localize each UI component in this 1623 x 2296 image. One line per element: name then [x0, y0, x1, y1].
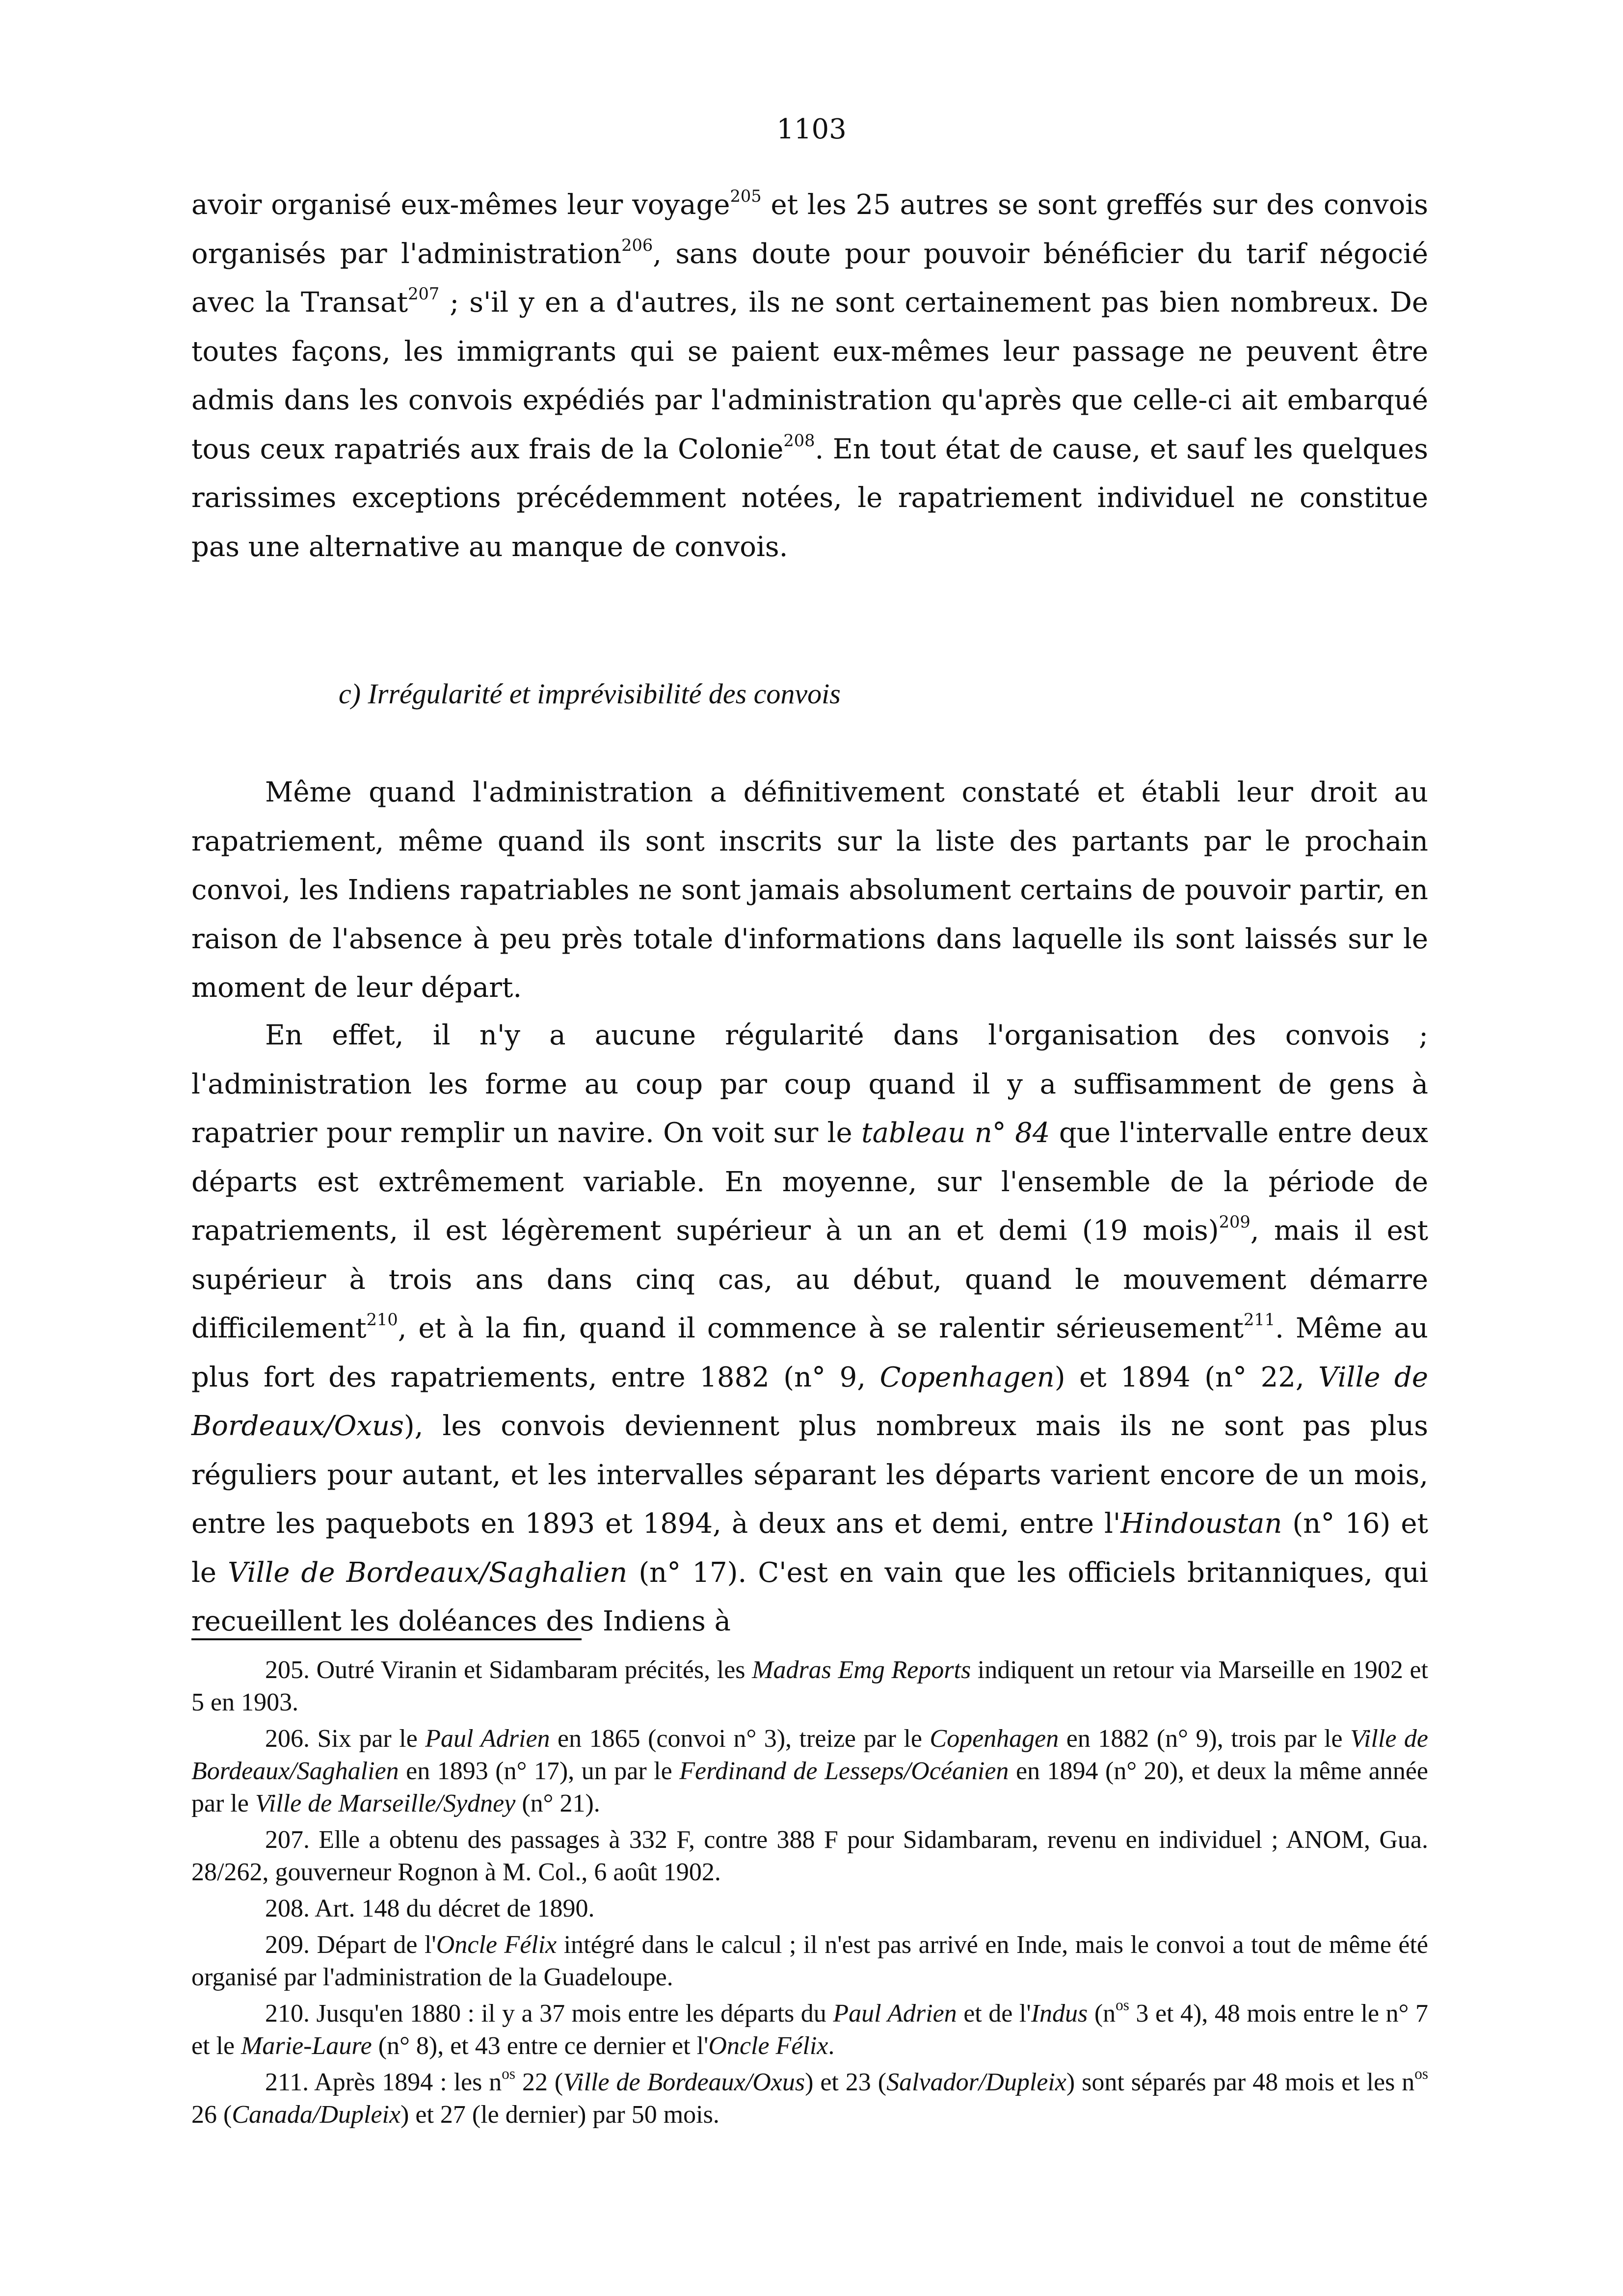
- italic-text: Hindoustan: [1120, 1508, 1282, 1540]
- italic-text: Paul Adrien: [833, 2000, 957, 2028]
- body-paragraph-2: [191, 1011, 1428, 1646]
- italic-text: Copenhagen: [930, 1725, 1059, 1753]
- italic-text: Ville de Bordeaux/Oxus: [191, 1361, 1428, 1442]
- italic-text: Marie-Laure: [241, 2032, 372, 2060]
- italic-text: Madras Emg Reports: [752, 1656, 971, 1684]
- italic-text: Oncle Félix: [436, 1931, 557, 1959]
- superscript: 205: [730, 186, 762, 206]
- paragraph-text: Même quand l'administration a définitivement constaté et établi leur droit au rapatriement, même quand ils sont inscrits sur la liste des partants par le prochain convoi, les Indiens rapatriables ne sont jamais absolument certains de pouvoir partir, en raison de l'absence à peu près totale d'informations dans laquelle ils sont laissés sur le moment de leur départ.: [191, 776, 1428, 1004]
- footnote-208: 208. Art. 148 du décret de 1890.: [265, 1895, 595, 1922]
- footnote-206: 206. Six par le Paul Adrien en 1865 (convoi n° 3), treize par le Copenhagen en 1882 (n° 9), trois par le Ville de Bordeaux/Saghalien en 1893 (n° 17), un par le Ferdinand de Lesseps/Océanien en 1894 (n° 20), et deux la même année par le Ville de Marseille/Sydney (n° 21).: [191, 1725, 1429, 1817]
- italic-text: Canada/Dupleix: [232, 2101, 401, 2129]
- superscript: 208: [783, 430, 815, 450]
- italic-text: Ville de Bordeaux/Oxus: [563, 2068, 805, 2096]
- footnote-separator: [191, 1638, 582, 1640]
- footnote-211: 211. Après 1894 : les $n^{os}$ 22 (Ville de Bordeaux/Oxus) et 23 (Salvador/Dupleix) sont séparés par 48 mois et les $n^{os}$ 26 (Canada/Dupleix) et 27 (le dernier) par 50 mois.: [191, 2065, 1428, 2129]
- paragraph-text: En effet, il n'y a aucune régularité dans l'organisation des convois ; l'administration les forme au coup par coup quand il y a suffisamment de gens à rapatrier pour remplir un navire. On voit sur le tableau n° 84 que l'intervalle entre deux départs est extrêmement variable. En moyenne, sur l'ensemble de la période de rapatriements, il est légèrement supérieur à un an et demi (19 mois)$^{209}$, mais il est supérieur à trois ans dans cinq cas, au début, quand le mouvement démarre difficilement$^{210}$, et à la fin, quand il commence à se ralentir sérieusement$^{211}$. Même au plus fort des rapatriements, entre 1882 (n° 9, Copenhagen) et 1894 (n° 22, Ville de Bordeaux/Oxus), les convois deviennent plus nombreux mais ils ne sont pas plus réguliers pour autant, et les intervalles séparant les départs varient encore de un mois, entre les paquebots en 1893 et 1894, à deux ans et demi, entre l'Hindoustan (n° 16) et le Ville de Bordeaux/Saghalien (n° 17). C'est en vain que les officiels britanniques, qui recueillent les doléances des Indiens à: [191, 1019, 1428, 1637]
- body-paragraph-1: [191, 768, 1428, 1013]
- italic-text: Indus: [1031, 2000, 1088, 2028]
- superscript: os: [1414, 2065, 1428, 2082]
- superscript: 211: [1243, 1309, 1276, 1329]
- body-paragraph-continued: [191, 181, 1428, 571]
- italic-text: Paul Adrien: [425, 1725, 550, 1753]
- italic-text: Ville de Bordeaux/Saghalien: [228, 1556, 628, 1589]
- superscript: os: [1116, 1996, 1129, 2014]
- italic-text: tableau n° 84: [861, 1117, 1050, 1149]
- footnote-207: 207. Elle a obtenu des passages à 332 F, contre 388 F pour Sidambaram, revenu en individuel ; ANOM, Gua. 28/262, gouverneur Rognon à M. Col., 6 août 1902.: [191, 1826, 1428, 1886]
- footnote-205: 205. Outré Viranin et Sidambaram précités, les Madras Emg Reports indiquent un retour via Marseille en 1902 et 5 en 1903.: [191, 1656, 1429, 1716]
- italic-text: Ville de Marseille/Sydney: [255, 1789, 516, 1817]
- superscript: 209: [1219, 1212, 1251, 1231]
- paragraph-text: avoir organisé eux-mêmes leur voyage$^{205}$ et les 25 autres se sont greffés sur des convois organisés par l'administration$^{206}$, sans doute pour pouvoir bénéficier du tarif négocié avec la Transat$^{207}$ ; s'il y en a d'autres, ils ne sont certainement pas bien nombreux. De toutes façons, les immigrants qui se paient eux-mêmes leur passage ne peuvent être admis dans les convois expédiés par l'administration qu'après que celle-ci ait embarqué tous ceux rapatriés aux frais de la Colonie$^{208}$. En tout état de cause, et sauf les quelques rarissimes exceptions précédemment notées, le rapatriement individuel ne constitue pas une alternative au manque de convois.: [191, 186, 1428, 563]
- footnotes: [191, 1654, 1428, 2135]
- italic-text: Copenhagen: [879, 1361, 1055, 1393]
- italic-text: Oncle Félix: [708, 2032, 828, 2060]
- italic-text: Salvador/Dupleix: [886, 2068, 1066, 2096]
- footnote-209: 209. Départ de l'Oncle Félix intégré dans le calcul ; il n'est pas arrivé en Inde, mais le convoi a tout de même été organisé par l'administration de la Guadeloupe.: [191, 1931, 1429, 1991]
- page-number: 1103: [776, 113, 847, 145]
- italic-text: Ville de Bordeaux/Saghalien: [191, 1725, 1428, 1785]
- footnote-210: 210. Jusqu'en 1880 : il y a 37 mois entre les départs du Paul Adrien et de l'Indus ($n^{os}$ 3 et 4), 48 mois entre le n° 7 et le Marie-Laure (n° 8), et 43 entre ce dernier et l'Oncle Félix.: [191, 1996, 1428, 2060]
- italic-text: Ferdinand de Lesseps/Océanien: [679, 1757, 1009, 1785]
- section-heading: c) Irrégularité et imprévisibilité des convois: [339, 678, 841, 710]
- superscript: 206: [621, 235, 653, 255]
- superscript: os: [502, 2065, 516, 2082]
- superscript: 210: [366, 1309, 398, 1329]
- superscript: 207: [408, 284, 440, 303]
